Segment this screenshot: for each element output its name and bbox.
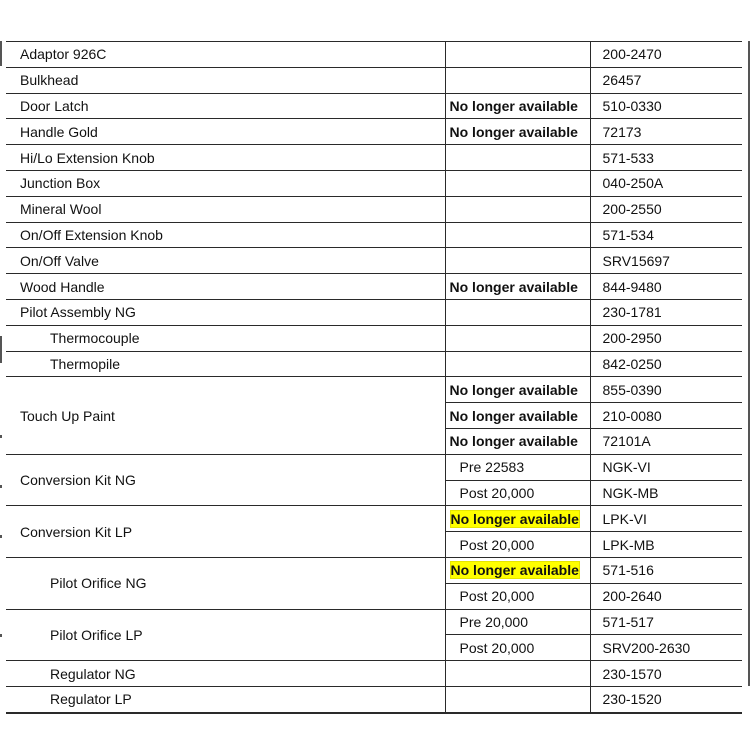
availability-note: No longer available: [445, 403, 590, 429]
part-name: Pilot Assembly NG: [6, 299, 445, 325]
availability-note: [445, 145, 590, 171]
availability-note: No longer available: [445, 119, 590, 145]
part-name: Conversion Kit LP: [6, 506, 445, 558]
table-row: [6, 42, 742, 68]
part-number: 230-1781: [590, 299, 742, 325]
part-number: SRV200-2630: [590, 635, 742, 661]
part-number: 72101A: [590, 428, 742, 454]
table-row: [6, 274, 742, 300]
availability-note: [445, 299, 590, 325]
availability-note: [445, 686, 590, 712]
table-row: [6, 454, 742, 480]
availability-note: [445, 248, 590, 274]
part-name: Regulator NG: [6, 661, 445, 687]
part-name: Thermopile: [6, 351, 445, 377]
part-name: Touch Up Paint: [6, 377, 445, 454]
part-number: LPK-MB: [590, 532, 742, 558]
part-number: 571-534: [590, 222, 742, 248]
availability-note: Post 20,000: [445, 583, 590, 609]
table-row: [6, 222, 742, 248]
highlighted-note: No longer available: [450, 510, 579, 527]
part-number: 571-516: [590, 557, 742, 583]
part-name: Door Latch: [6, 93, 445, 119]
part-number: 72173: [590, 119, 742, 145]
part-name: On/Off Valve: [6, 248, 445, 274]
table-row: [6, 506, 742, 532]
part-name: Mineral Wool: [6, 196, 445, 222]
part-name: Adaptor 926C: [6, 42, 445, 68]
part-number: 210-0080: [590, 403, 742, 429]
availability-note: Post 20,000: [445, 635, 590, 661]
part-number: NGK-VI: [590, 454, 742, 480]
availability-note: [445, 557, 590, 583]
part-number: 26457: [590, 67, 742, 93]
part-number: 510-0330: [590, 93, 742, 119]
part-number: 844-9480: [590, 274, 742, 300]
table-row: [6, 145, 742, 171]
part-name: Hi/Lo Extension Knob: [6, 145, 445, 171]
table-row: [6, 170, 742, 196]
part-number: 200-2640: [590, 583, 742, 609]
part-name: Pilot Orifice NG: [6, 557, 445, 609]
part-name: Regulator LP: [6, 686, 445, 712]
availability-note: [445, 506, 590, 532]
table-row: [6, 119, 742, 145]
left-edge-mark: [0, 336, 2, 363]
part-number: 230-1520: [590, 686, 742, 712]
highlighted-note: No longer available: [450, 562, 579, 579]
part-number: SRV15697: [590, 248, 742, 274]
availability-note: Pre 20,000: [445, 609, 590, 635]
availability-note: Post 20,000: [445, 532, 590, 558]
part-name: Bulkhead: [6, 67, 445, 93]
table-row: [6, 67, 742, 93]
availability-note: [445, 661, 590, 687]
part-name: On/Off Extension Knob: [6, 222, 445, 248]
availability-note: [445, 325, 590, 351]
part-number: 200-2550: [590, 196, 742, 222]
part-number: 200-2470: [590, 42, 742, 68]
part-number: 230-1570: [590, 661, 742, 687]
availability-note: [445, 222, 590, 248]
table-row: [6, 93, 742, 119]
part-name: Handle Gold: [6, 119, 445, 145]
availability-note: [445, 67, 590, 93]
table-row: [6, 661, 742, 687]
availability-note: No longer available: [445, 428, 590, 454]
availability-note: Post 20,000: [445, 480, 590, 506]
table-row: [6, 557, 742, 583]
parts-table: [6, 41, 742, 714]
left-edge-mark: [0, 485, 2, 488]
availability-note: [445, 170, 590, 196]
availability-note: [445, 351, 590, 377]
part-number: 842-0250: [590, 351, 742, 377]
part-number: 855-0390: [590, 377, 742, 403]
part-number: 200-2950: [590, 325, 742, 351]
part-number: LPK-VI: [590, 506, 742, 532]
availability-note: Pre 22583: [445, 454, 590, 480]
table-row: [6, 609, 742, 635]
left-edge-mark: [0, 435, 2, 438]
left-edge-mark: [0, 634, 2, 637]
table-row: [6, 351, 742, 377]
part-name: Wood Handle: [6, 274, 445, 300]
table-row: [6, 325, 742, 351]
part-number: 571-533: [590, 145, 742, 171]
left-edge-mark: [0, 535, 2, 538]
table-row: [6, 299, 742, 325]
part-number: 571-517: [590, 609, 742, 635]
table-row: [6, 196, 742, 222]
part-number: 040-250A: [590, 170, 742, 196]
part-name: Pilot Orifice LP: [6, 609, 445, 661]
availability-note: No longer available: [445, 377, 590, 403]
table-row: [6, 377, 742, 403]
part-name: Thermocouple: [6, 325, 445, 351]
availability-note: No longer available: [445, 274, 590, 300]
table-row: [6, 248, 742, 274]
availability-note: [445, 42, 590, 68]
table-row: [6, 686, 742, 712]
availability-note: No longer available: [445, 93, 590, 119]
part-name: Junction Box: [6, 170, 445, 196]
availability-note: [445, 196, 590, 222]
part-number: NGK-MB: [590, 480, 742, 506]
left-edge-mark: [0, 41, 2, 66]
part-name: Conversion Kit NG: [6, 454, 445, 506]
